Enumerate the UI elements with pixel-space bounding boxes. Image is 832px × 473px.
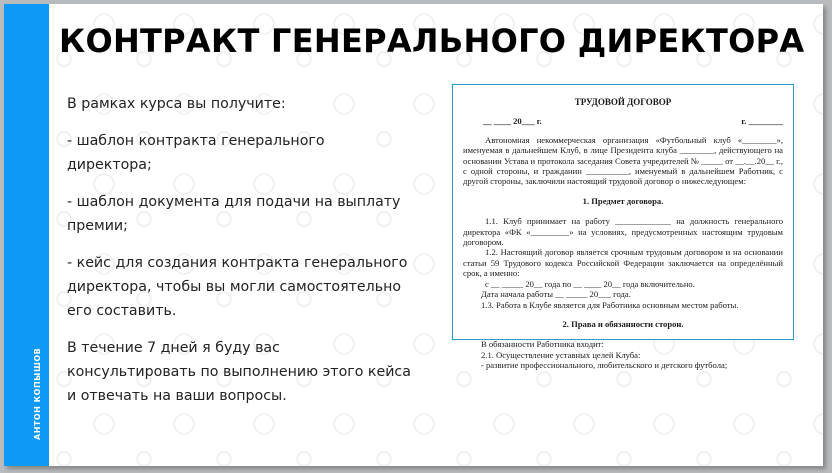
bullet-case: - кейс для создания контракта генерального директора, чтобы вы могли самостоятельно его составить. <box>67 255 408 319</box>
clause-1-3: 1.3. Работа в Клубе является для Работника основным местом работы. <box>481 299 739 310</box>
intro-paragraph: В рамках курса вы получите: <box>67 96 286 112</box>
document-date: __ ____ 20___ г. <box>483 116 542 127</box>
bullet-contract-template: - шаблон контракта генерального директора; <box>67 133 325 173</box>
author-name: АНТОН КОПЫШОВ <box>33 347 42 440</box>
duty-bullet: - развитие профессионального, любительского и детского футбола; <box>481 360 728 371</box>
clause-1-1: 1.1. Клуб принимает на работу _____________ на должность генерального директора «ФК «_________» на условиях, предусмотренных настоящим трудовым договором. <box>463 216 783 248</box>
contract-document-preview <box>452 84 794 371</box>
section-1-heading: 1. Предмет договора. <box>582 195 664 206</box>
clause-1-2: 1.2. Настоящий договор является срочным трудовым договором и на основании статьи 59 Трудового кодекса Российской Федерации заключается на определённый срок, а именно: <box>463 247 783 279</box>
bullet-bonus-document: - шаблон документа для подачи на выплату премии; <box>67 194 401 234</box>
document-dateline <box>463 116 783 126</box>
slide-title: КОНТРАКТ ГЕНЕРАЛЬНОГО ДИРЕКТОРА <box>59 22 805 60</box>
document-intro: Автономная некоммерческая организация «Футбольный клуб «________», именуемая в дальнейшем Клуб, в лице Президента клуба ________, действующего на основании Устава и протокола заседания Совета учредителей № _____ от __.__.20__ г., с одной стороны, и гражданин __________, именуемый в дальнейшем Работник, с другой стороны, заключили настоящий трудовой договор о нижеследующем: <box>463 134 783 187</box>
section-2-heading: 2. Права и обязанности сторон. <box>562 318 684 329</box>
document-title: ТРУДОВОЙ ДОГОВОР <box>574 97 672 107</box>
document-city: г. ________ <box>741 116 783 127</box>
duties-intro: В обязанности Работника входит: <box>481 339 604 350</box>
slide-body <box>67 92 412 421</box>
clause-2-1: 2.1. Осуществление уставных целей Клуба: <box>481 349 641 360</box>
start-date-line: Дата начала работы __ _____ 20___ года. <box>481 289 631 300</box>
consulting-paragraph: В течение 7 дней я буду вас консультировать по выполнению этого кейса и отвечать на ваши вопросы. <box>67 340 411 404</box>
term-line: с __ _____ 20__ года по __ ____ 20__ года включительно. <box>485 278 695 289</box>
sidebar-accent-bar <box>4 4 49 466</box>
slide <box>4 4 823 466</box>
